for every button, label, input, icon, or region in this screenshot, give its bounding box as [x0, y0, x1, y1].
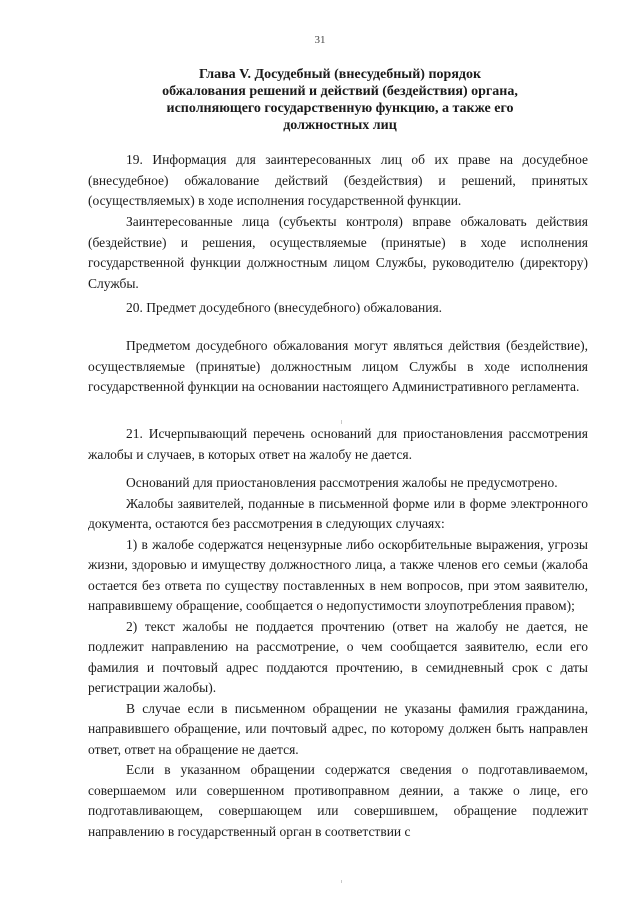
section-19-heading-block: [88, 150, 588, 212]
scan-artifact: [341, 880, 342, 883]
section-heading: 21. Исчерпывающий перечень оснований для приостановления рассмотрения жалобы и случаев, в которых ответ на жалобу не дается.: [88, 426, 588, 462]
section-21-body: [88, 473, 588, 842]
list-item: 2) текст жалобы не поддается прочтению (ответ на жалобу не дается, не подлежит направлению на рассмотрение, о чем сообщается заявителю, если его фамилия и почтовый адрес поддаются прочтению, в семидневный срок с даты регистрации жалобы).: [88, 618, 588, 695]
page-number: 31: [314, 34, 326, 46]
section-heading: 20. Предмет досудебного (внесудебного) обжалования.: [126, 300, 443, 315]
paragraph: В случае если в письменном обращении не указаны фамилия гражданина, направившего обращение, или почтовый адрес, по которому должен быть направлен ответ, ответ на обращение не дается.: [88, 700, 588, 757]
chapter-title-line: Глава V. Досудебный (внесудебный) порядок: [198, 67, 482, 82]
paragraph: Если в указанном обращении содержатся сведения о подготавливаемом, совершаемом или совершенном противоправном деянии, а также о лице, его подготавливающем, совершающем или совершившем, обращение подлежит направлению в государственный орган в соответствии с: [88, 762, 588, 839]
chapter-title-line: исполняющего государственную функцию, а также его: [166, 101, 514, 116]
paragraph: Оснований для приостановления рассмотрения жалобы не предусмотрено.: [126, 475, 558, 490]
chapter-title-line: должностных лиц: [283, 118, 397, 133]
list-item: 1) в жалобе содержатся нецензурные либо оскорбительные выражения, угрозы жизни, здоровью и имуществу должностного лица, а также членов его семьи (жалоба остается без ответа по существу поставленных в нем вопросов, при этом заявителю, направившему обращение, сообщается о недопустимости злоупотребления правом);: [88, 536, 588, 613]
section-heading: 19. Информация для заинтересованных лиц об их праве на досудебное (внесудебное) обжалование действий (бездействия) и решений, принятых (осуществляемых) в ходе исполнения государственной функции.: [88, 152, 588, 208]
chapter-title-line: обжалования решений и действий (бездействия) органа,: [162, 84, 518, 99]
section-19-body: [88, 212, 588, 294]
paragraph: Заинтересованные лица (субъекты контроля) вправе обжаловать действия (бездействие) и решения, осуществляемые (принятые) в ходе исполнения государственной функции должностным лицом Службы, руководителю (директору) Службы.: [88, 214, 588, 291]
section-20-heading-block: [88, 298, 588, 319]
scan-artifact: [341, 420, 342, 424]
section-21-heading-block: [88, 424, 588, 465]
paragraph: Жалобы заявителей, поданные в письменной форме или в форме электронного документа, остаются без рассмотрения в следующих случаях:: [88, 495, 588, 531]
section-20-body: [88, 336, 588, 398]
chapter-title: [120, 66, 560, 134]
paragraph: Предметом досудебного обжалования могут являться действия (бездействие), осуществляемые (принятые) должностным лицом Службы в ходе исполнения государственной функции на основании настоящего Административного регламента.: [88, 338, 588, 394]
